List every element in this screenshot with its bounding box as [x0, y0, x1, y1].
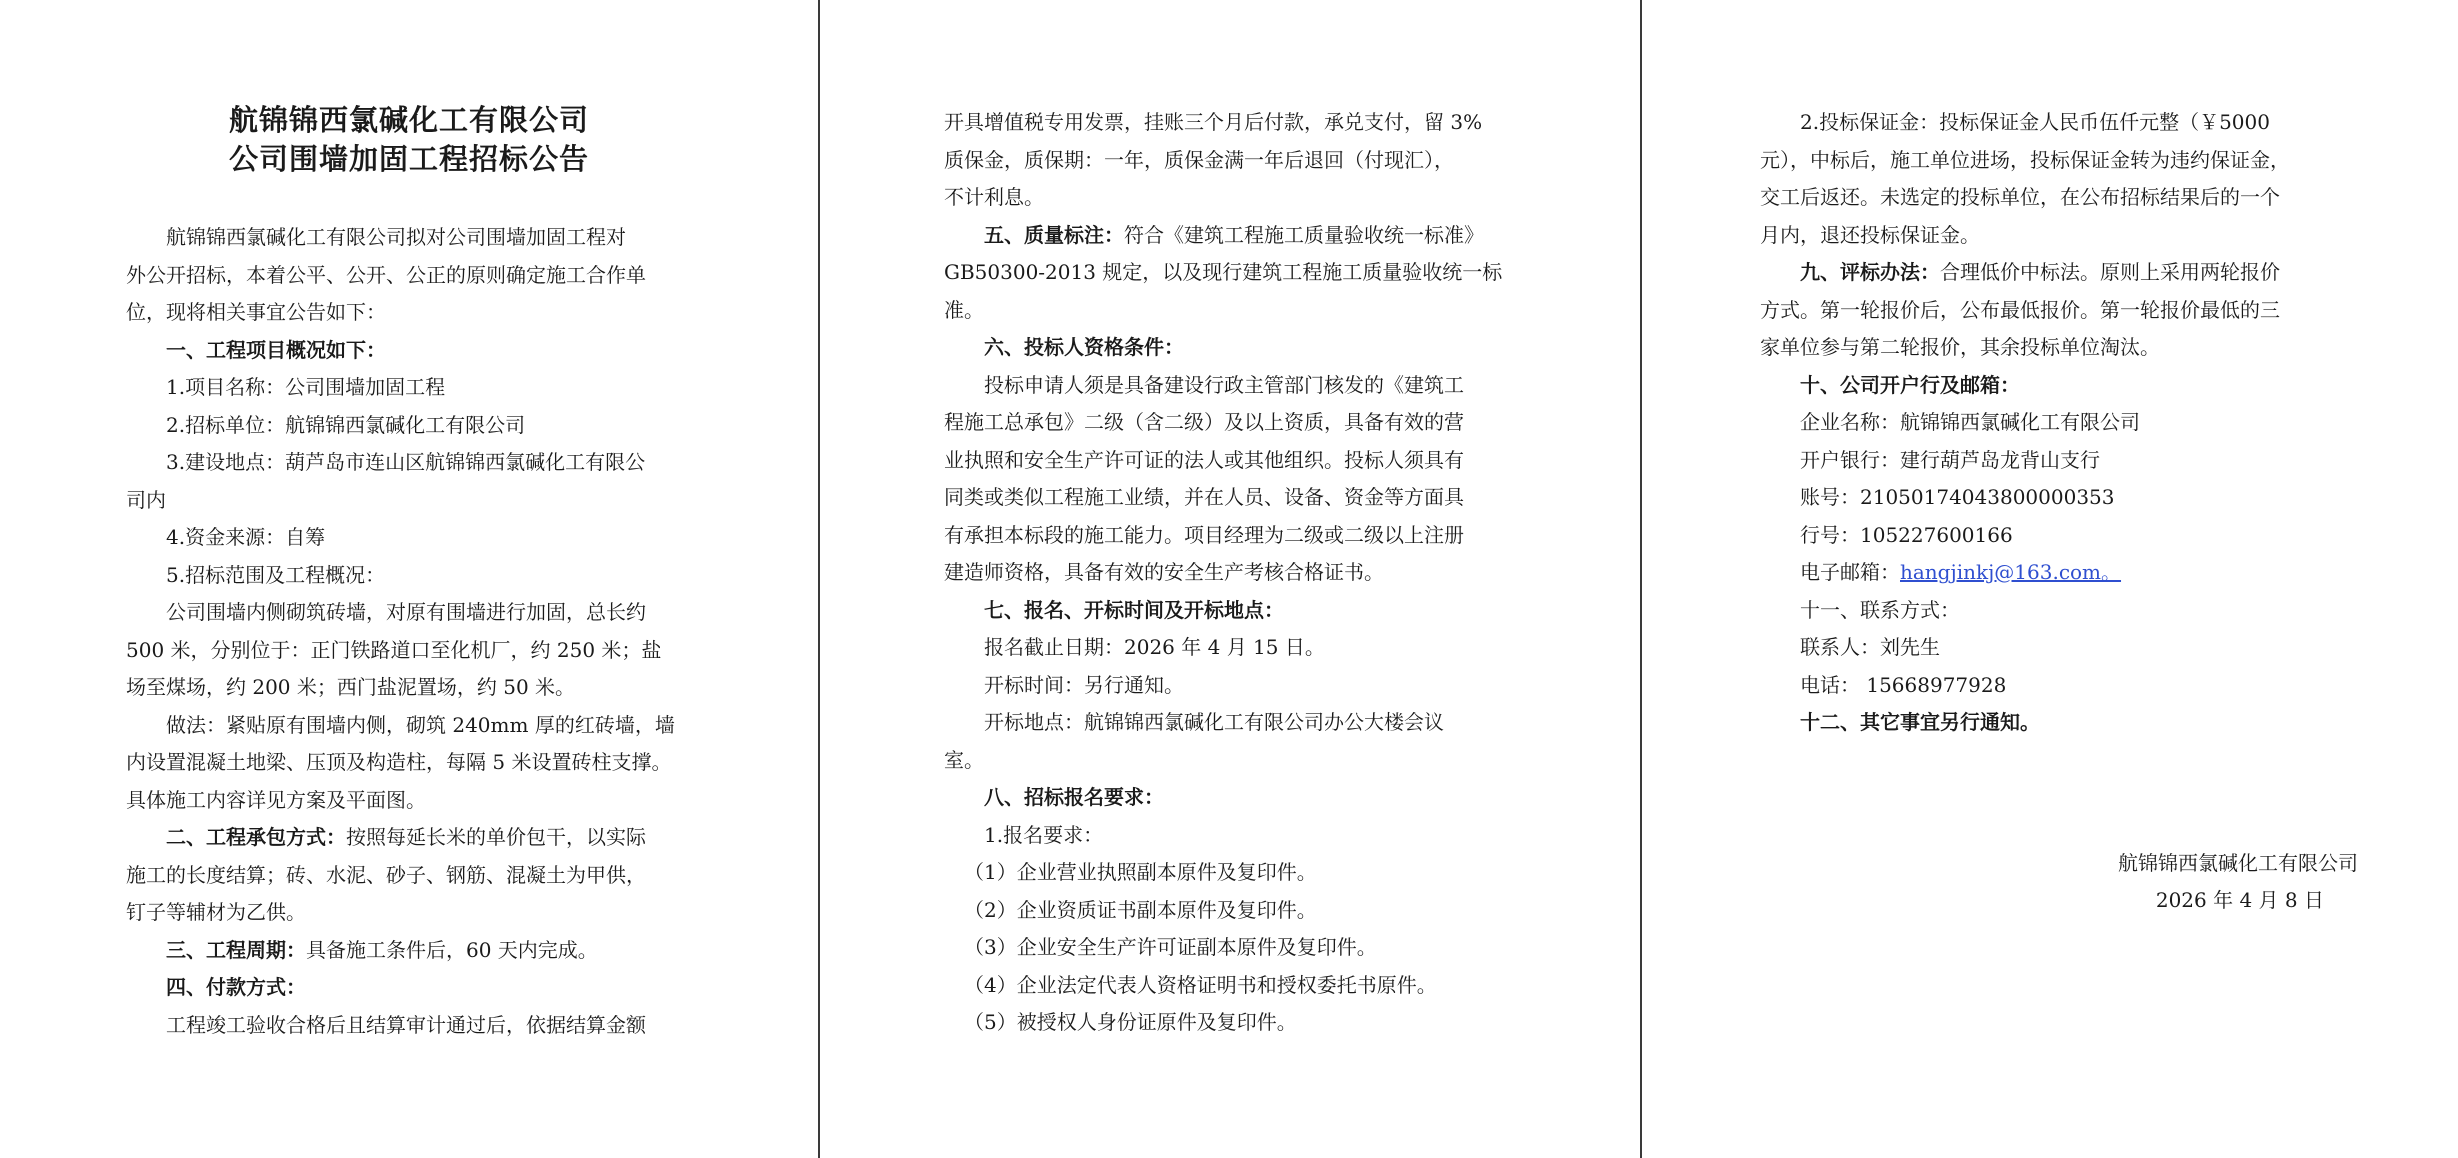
paragraph-line: 账号：21050174043800000353 [1800, 485, 2115, 509]
page1-body [126, 219, 694, 1044]
section-heading-11: 十一、联系方式： [1800, 597, 1960, 622]
paragraph-line: GB50300-2013 规定，以及现行建筑工程施工质量验收统一标 [944, 260, 1503, 284]
email-link[interactable]: hangjinkj@163.com。 [1900, 560, 2122, 584]
section-heading-9: 九、评标办法： [1800, 260, 1940, 284]
signature-company: 航锦锦西氯碱化工有限公司 [2118, 851, 2358, 875]
paragraph-line: 同类或类似工程施工业绩，并在人员、设备、资金等方面具 [944, 485, 1464, 509]
paragraph-line: 质保金，质保期：一年，质保金满一年后退回（付现汇）， [944, 147, 1454, 172]
paragraph-line: 钉子等辅材为乙供。 [126, 900, 306, 924]
section-text: 符合《建筑工程施工质量验收统一标准》 [1124, 222, 1484, 247]
section-heading-6: 六、投标人资格条件： [984, 335, 1184, 359]
section-heading-10: 十、公司开户行及邮箱： [1800, 372, 2020, 397]
paragraph-line: 位，现将相关事宜公告如下： [126, 300, 386, 324]
paragraph-line: 方式。第一轮报价后，公布最低报价。第一轮报价最低的三 [1760, 297, 2280, 322]
paragraph-line: 月内，退还投标保证金。 [1760, 222, 1980, 247]
paragraph-line: 工程竣工验收合格后且结算审计通过后，依据结算金额 [166, 1012, 646, 1037]
section-heading-12: 十二、其它事宜另行通知。 [1800, 710, 2040, 734]
list-item: （3）企业安全生产许可证副本原件及复印件。 [964, 935, 1377, 959]
paragraph-line [1760, 554, 2332, 592]
document-title-line1: 航锦锦西氯碱化工有限公司 [228, 103, 589, 137]
paragraph-line: 程施工总承包》二级（含二级）及以上资质，具备有效的营 [944, 410, 1464, 434]
paragraph-line: 室。 [944, 747, 984, 772]
paragraph-line: 开标时间：另行通知。 [984, 672, 1184, 697]
signature-date: 2026 年 4 月 8 日 [2155, 888, 2324, 912]
paragraph-line: 1.项目名称：公司围墙加固工程 [166, 375, 446, 399]
paragraph-line: 公司围墙内侧砌筑砖墙，对原有围墙进行加固，总长约 [166, 600, 646, 624]
section-text: 合理低价中标法。原则上采用两轮报价 [1940, 260, 2280, 284]
paragraph-line [126, 819, 694, 857]
paragraph-line: 开户银行：建行葫芦岛龙背山支行 [1800, 447, 2100, 472]
paragraph-line: 场至煤场，约 200 米；西门盐泥置场，约 50 米。 [126, 675, 576, 699]
paragraph-line: 投标申请人须是具备建设行政主管部门核发的《建筑工 [984, 372, 1464, 397]
section-text: 具备施工条件后，60 天内完成。 [306, 937, 598, 962]
section-text: 按照每延长米的单价包干，以实际 [346, 825, 646, 849]
paragraph-line: 2.投标保证金：投标保证金人民币伍仟元整（￥5000 [1800, 110, 2270, 134]
email-label: 电子邮箱： [1800, 560, 1900, 584]
paragraph-line: 建造师资格，具备有效的安全生产考核合格证书。 [944, 560, 1384, 584]
paragraph-line: 联系人：刘先生 [1800, 635, 1940, 659]
paragraph-line: 内设置混凝土地梁、压顶及构造柱，每隔 5 米设置砖柱支撑。 [126, 750, 672, 774]
paragraph-line: 开具增值税专用发票，挂账三个月后付款，承兑支付，留 3% [944, 110, 1483, 134]
document-page-2 [820, 0, 1640, 1158]
paragraph-line: 企业名称：航锦锦西氯碱化工有限公司 [1800, 410, 2140, 434]
paragraph-line: 不计利息。 [944, 185, 1044, 209]
paragraph-line: 行号：105227600166 [1800, 522, 2013, 547]
paragraph-line [126, 932, 694, 970]
list-item: （4）企业法定代表人资格证明书和授权委托书原件。 [964, 972, 1437, 997]
section-heading-8: 八、招标报名要求： [984, 785, 1164, 809]
paragraph-line: 报名截止日期：2026 年 4 月 15 日。 [984, 635, 1325, 659]
paragraph-line: 开标地点：航锦锦西氯碱化工有限公司办公大楼会议 [984, 710, 1444, 734]
page2-body [944, 104, 1516, 1042]
document-title-line2: 公司围墙加固工程招标公告 [228, 142, 589, 176]
paragraph-line: 司内 [126, 487, 166, 512]
paragraph-line: 具体施工内容详见方案及平面图。 [126, 787, 426, 812]
paragraph-line [1760, 254, 2332, 292]
section-heading-5: 五、质量标注： [984, 222, 1124, 247]
paragraph-line: 外公开招标，本着公平、公开、公正的原则确定施工合作单 [126, 262, 646, 287]
section-heading-7: 七、报名、开标时间及开标地点： [984, 597, 1284, 622]
list-item: （1）企业营业执照副本原件及复印件。 [964, 860, 1317, 884]
paragraph-line: 3.建设地点：葫芦岛市连山区航锦锦西氯碱化工有限公 [166, 450, 646, 474]
document-page-3 [1642, 0, 2458, 1158]
paragraph-line: 航锦锦西氯碱化工有限公司拟对公司围墙加固工程对 [166, 225, 626, 249]
paragraph-line: 500 米，分别位于：正门铁路道口至化机厂，约 250 米；盐 [126, 637, 662, 662]
list-item: （5）被授权人身份证原件及复印件。 [964, 1010, 1297, 1034]
paragraph-line: 准。 [944, 297, 984, 322]
paragraph-line: 家单位参与第二轮报价，其余投标单位淘汰。 [1760, 335, 2160, 359]
section-heading-3: 三、工程周期： [166, 937, 306, 962]
paragraph-line: 4.资金来源：自筹 [166, 525, 326, 549]
list-item: （2）企业资质证书副本原件及复印件。 [964, 897, 1317, 922]
paragraph-line: 有承担本标段的施工能力。项目经理为二级或二级以上注册 [944, 522, 1464, 547]
paragraph-line: 1.报名要求： [984, 822, 1104, 847]
page3-body [1760, 104, 2332, 742]
section-heading-4: 四、付款方式： [166, 975, 306, 999]
section-heading-1: 一、工程项目概况如下： [166, 337, 386, 362]
section-heading-2: 二、工程承包方式： [166, 825, 346, 849]
paragraph-line: 2.招标单位：航锦锦西氯碱化工有限公司 [166, 412, 526, 437]
paragraph-line: 做法：紧贴原有围墙内侧，砌筑 240mm 厚的红砖墙，墙 [166, 712, 675, 737]
paragraph-line [944, 217, 1516, 255]
paragraph-line: 交工后返还。未选定的投标单位，在公布招标结果后的一个 [1760, 185, 2280, 209]
paragraph-line: 电话： 15668977928 [1800, 672, 2007, 697]
paragraph-line: 元），中标后，施工单位进场，投标保证金转为违约保证金， [1760, 147, 2290, 172]
paragraph-line: 施工的长度结算；砖、水泥、砂子、钢筋、混凝土为甲供， [126, 862, 646, 887]
paragraph-line: 5.招标范围及工程概况： [166, 562, 386, 587]
document-page-1 [0, 0, 818, 1158]
paragraph-line: 业执照和安全生产许可证的法人或其他组织。投标人须具有 [944, 447, 1464, 472]
